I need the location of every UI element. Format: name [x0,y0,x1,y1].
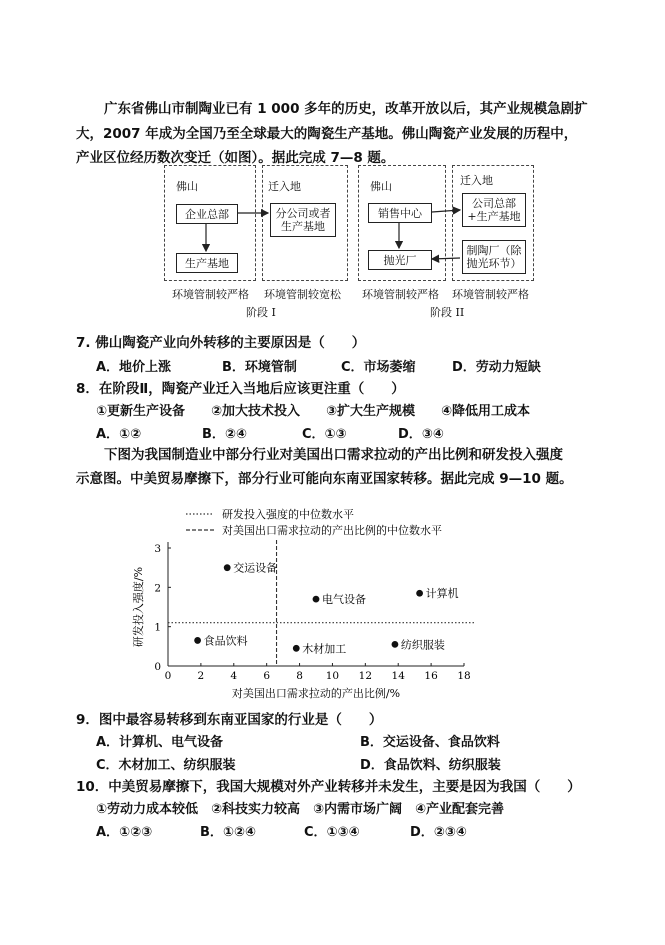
stage2-hq-box: 公司总部+生产基地 [462,193,526,227]
x-tick-label: 18 [457,670,471,682]
q10-option-b: B．①②④ [200,825,256,840]
scatter-chart [0,500,665,700]
q8-items: ①更新生产设备 ②加大技术投入 ③扩大生产规模 ④降低用工成本 [96,404,531,419]
x-tick-label: 16 [424,670,438,682]
data-point-label: 木材加工 [302,642,347,656]
q9-option-a: A．计算机、电气设备 [96,735,224,750]
q8-option-b: B．②④ [202,427,247,442]
stage2-polish-box: 抛光厂 [368,250,432,270]
intro-line-3: 产业区位经历数次变迁（如图）。据此完成 7—8 题。 [76,150,395,166]
data-point [224,564,231,571]
q10-items: ①劳动力成本较低 ②科技实力较高 ③内需市场广阔 ④产业配套完善 [96,802,505,817]
data-point-label: 纺织服装 [400,638,445,652]
intro2-line-2: 示意图。中美贸易摩擦下，部分行业可能向东南亚国家转移。据此完成 9—10 题。 [76,471,573,487]
data-point [392,641,399,648]
q8-option-c: C．①③ [302,427,347,442]
intro2-line-1: 下图为我国制造业中部分行业对美国出口需求拉动的产出比例和研发投入强度 [104,447,563,463]
stage1-left-env: 环境管制较严格 [172,288,249,301]
q10-option-c: C．①③④ [304,825,360,840]
q9-option-b: B．交运设备、食品饮料 [360,735,500,750]
stage1-hq-box: 企业总部 [176,204,238,224]
data-point-label: 食品饮料 [203,634,248,648]
x-tick-label: 8 [296,670,303,682]
x-tick-label: 10 [325,670,340,682]
stage1-right-env: 环境管制较宽松 [264,288,341,301]
x-tick-label: 6 [263,670,271,682]
data-point-label: 交运设备 [233,561,278,575]
y-tick-label: 0 [154,661,161,673]
stage2-sales-box: 销售中心 [368,203,432,223]
intro-line-2: 大，2007 年成为全国乃至全球最大的陶瓷生产基地。佛山陶瓷产业发展的历程中， [76,126,578,142]
q9-stem: 9．图中最容易转移到东南亚国家的行业是（ ） [76,712,383,728]
x-tick-label: 14 [391,670,405,682]
x-tick-label: 4 [230,670,238,682]
data-point-label: 电气设备 [322,593,366,607]
y-tick-label: 3 [154,543,161,555]
y-tick-label: 2 [154,582,161,595]
stage1-caption: 阶段 I [246,306,276,319]
q10-option-a: A．①②③ [96,825,153,840]
stage1-right-title: 迁入地 [268,180,301,193]
legend-rd-label: 研发投入强度的中位数水平 [222,508,354,521]
data-point-label: 计算机 [425,587,459,601]
arrow-sales-to-hq [432,210,460,212]
x-axis-label: 对美国出口需求拉动的产出比例/% [231,687,401,700]
legend-export-label: 对美国出口需求拉动的产出比例的中位数水平 [222,524,442,537]
stage2-factory-box: 制陶厂（除抛光环节） [462,240,526,274]
q7-option-a: A．地价上涨 [96,360,172,375]
q8-option-a: A．①② [96,427,142,442]
stage2-caption: 阶段 II [430,306,465,319]
plot-area [131,540,474,700]
q8-option-d: D．③④ [398,427,444,442]
diagram-arrows [0,0,665,330]
stage2-right-env: 环境管制较严格 [452,288,529,301]
y-tick-label: 1 [154,621,161,634]
stage1-production-box: 生产基地 [176,253,238,273]
stage2-left-title: 佛山 [370,180,392,193]
y-axis-label: 研发投入强度/% [132,566,145,648]
q7-option-c: C．市场萎缩 [341,360,416,375]
x-tick-label: 12 [358,670,373,682]
q7-option-d: D．劳动力短缺 [452,360,541,375]
data-point [313,596,320,603]
data-point [416,590,423,597]
stage2-right-title: 迁入地 [460,174,493,187]
x-tick-label: 2 [197,670,205,682]
q7-stem: 7. 佛山陶瓷产业向外转移的主要原因是（ ） [76,335,366,351]
arrow-factory-to-polish [432,258,460,259]
q8-stem: 8．在阶段Ⅱ，陶瓷产业迁入当地后应该更注重（ ） [76,381,405,397]
q9-option-d: D．食品饮料、纺织服装 [360,758,501,773]
stage1-branch-box: 分公司或者生产基地 [270,203,336,237]
x-tick-label: 0 [164,670,172,682]
q7-option-b: B．环境管制 [222,360,297,375]
q10-option-d: D．②③④ [410,825,467,840]
data-point [194,637,201,644]
q10-stem: 10．中美贸易摩擦下，我国大规模对外产业转移并未发生，主要是因为我国（ ） [76,779,581,795]
stage1-left-title: 佛山 [176,180,198,193]
q9-option-c: C．木材加工、纺织服装 [96,758,236,773]
stage2-left-env: 环境管制较严格 [362,288,439,301]
data-point [293,645,300,652]
intro-line-1: 广东省佛山市制陶业已有 1 000 多年的历史，改革开放以后，其产业规模急剧扩 [104,101,588,117]
